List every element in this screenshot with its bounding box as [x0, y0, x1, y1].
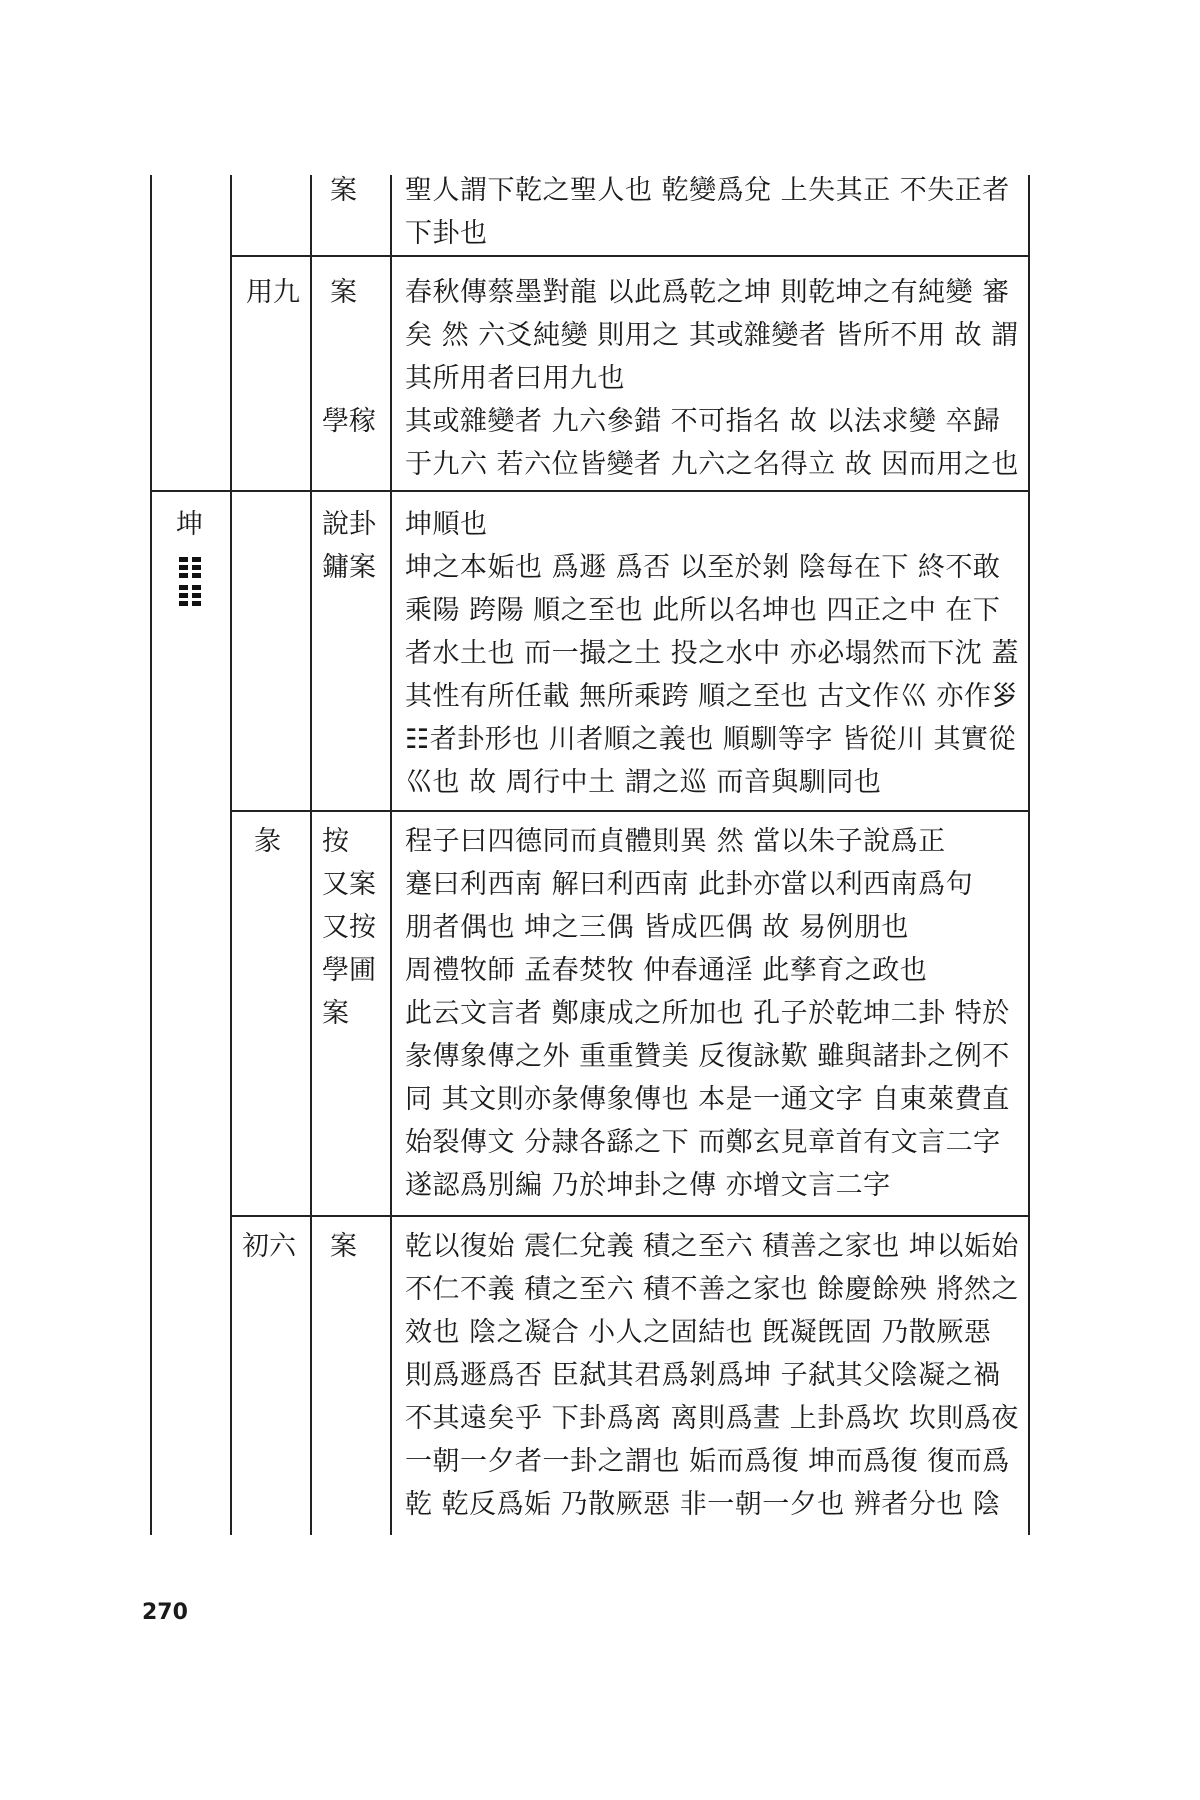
page-number: 270 — [142, 1600, 188, 1625]
row-label: 案 — [322, 998, 349, 1029]
commentary-line: 矣 然 六爻純變 則用之 其或雜變者 皆所不用 故 謂 — [405, 320, 1019, 351]
table-rule-row3 — [230, 810, 1030, 812]
row-label-stack — [322, 820, 376, 1035]
commentary-line: 于九六 若六位皆變者 九六之名得立 故 因而用之也 — [405, 449, 1019, 480]
table-rule-col2 — [310, 175, 312, 1535]
row-label: 又案 — [322, 869, 376, 900]
commentary-line: 程子曰四德同而貞體則異 然 當以朱子說爲正 — [405, 826, 946, 857]
table-rule-row2 — [150, 490, 1030, 492]
commentary-line: 乘陽 跨陽 順之至也 此所以名坤也 四正之中 在下 — [405, 595, 1001, 626]
commentary-line: 同 其文則亦彖傳象傳也 本是一通文字 自東萊費直 — [405, 1084, 1010, 1115]
commentary-line: 則爲遯爲否 臣弑其君爲剝爲坤 子弑其父陰凝之禍 — [405, 1360, 1001, 1391]
commentary-line: 下卦也 — [405, 218, 488, 249]
sub-label-yong-jiu: 用九 — [246, 277, 300, 308]
commentary-cell — [405, 400, 1019, 486]
row-label-an: 案 — [330, 277, 357, 308]
commentary-line: 其性有所任載 無所乘跨 順之至也 古文作巛 亦作𡿪 — [405, 681, 1019, 712]
commentary-line: 其所用者曰用九也 — [405, 363, 625, 394]
commentary-line: 乾 乾反爲姤 乃散厥惡 非一朝一夕也 辨者分也 陰 — [405, 1489, 1001, 1520]
commentary-line: 者水土也 而一撮之土 投之水中 亦必塌然而下沈 蓋 — [405, 638, 1019, 669]
commentary-line: 此云文言者 鄭康成之所加也 孔子於乾坤二卦 特於 — [405, 998, 1010, 1029]
commentary-cell — [405, 820, 1010, 1207]
commentary-line: 蹇曰利西南 解曰利西南 此卦亦當以利西南爲句 — [405, 869, 974, 900]
row-label-an: 案 — [330, 1231, 357, 1262]
commentary-line: 坤之本姤也 爲遯 爲否 以至於剝 陰每在下 終不敢 — [405, 552, 1001, 583]
commentary-cell — [405, 169, 1010, 255]
commentary-line: 一朝一夕者一卦之謂也 姤而爲復 坤而爲復 復而爲 — [405, 1446, 1010, 1477]
commentary-line: 巛也 故 周行中土 謂之巡 而音與馴同也 — [405, 767, 882, 798]
row-label-xue-jia: 學稼 — [322, 406, 376, 437]
kun-trigram-icon — [179, 585, 201, 609]
commentary-line: 周禮牧師 孟春焚牧 仲春通淫 此孳育之政也 — [405, 955, 928, 986]
commentary-cell — [405, 503, 1019, 804]
row-label: 又按 — [322, 912, 376, 943]
row-label-an: 案 — [330, 175, 357, 206]
commentary-line: 彖傳象傳之外 重重贊美 反復詠歎 雖與諸卦之例不 — [405, 1041, 1010, 1072]
row-label: 鏞案 — [322, 552, 376, 583]
commentary-table — [150, 175, 1030, 1535]
kun-trigram-icon — [179, 557, 201, 581]
commentary-line: 遂認爲別編 乃於坤卦之傳 亦增文言二字 — [405, 1170, 891, 1201]
table-rule-row1 — [230, 255, 1030, 257]
commentary-line: 朋者偶也 坤之三偶 皆成匹偶 故 易例朋也 — [405, 912, 909, 943]
table-rule-col1 — [230, 175, 232, 1535]
row-label-stack — [322, 503, 376, 589]
commentary-line: 效也 陰之凝合 小人之固結也 旣凝旣固 乃散厥惡 — [405, 1317, 992, 1348]
row-label: 學圃 — [322, 955, 376, 986]
sub-label-tuan: 彖 — [254, 826, 281, 857]
commentary-line: 坤順也 — [405, 509, 488, 540]
table-rule-left — [150, 175, 152, 1535]
hexagram-name-kun: 坤 — [176, 509, 203, 540]
commentary-line: 春秋傳蔡墨對龍 以此爲乾之坤 則乾坤之有純變 審 — [405, 277, 1010, 308]
commentary-cell — [405, 271, 1019, 400]
table-rule-col3 — [390, 175, 392, 1535]
row-label: 按 — [322, 826, 349, 857]
commentary-cell — [405, 1225, 1019, 1526]
commentary-line: 不其遠矣乎 下卦爲离 离則爲晝 上卦爲坎 坎則爲夜 — [405, 1403, 1019, 1434]
table-rule-right — [1028, 175, 1030, 1535]
commentary-line: ☷者卦形也 川者順之義也 順馴等字 皆從川 其實從 — [405, 724, 1017, 755]
commentary-line: 聖人謂下乾之聖人也 乾變爲兌 上失其正 不失正者 — [405, 175, 1010, 206]
commentary-line: 始裂傳文 分隷各繇之下 而鄭玄見章首有文言二字 — [405, 1127, 1001, 1158]
sub-label-chu-liu: 初六 — [242, 1231, 296, 1262]
commentary-line: 其或雜變者 九六參錯 不可指名 故 以法求變 卒歸 — [405, 406, 1001, 437]
commentary-line: 乾以復始 震仁兌義 積之至六 積善之家也 坤以姤始 — [405, 1231, 1019, 1262]
table-rule-row4 — [230, 1215, 1030, 1217]
commentary-line: 不仁不義 積之至六 積不善之家也 餘慶餘殃 將然之 — [405, 1274, 1019, 1305]
row-label: 說卦 — [322, 509, 376, 540]
